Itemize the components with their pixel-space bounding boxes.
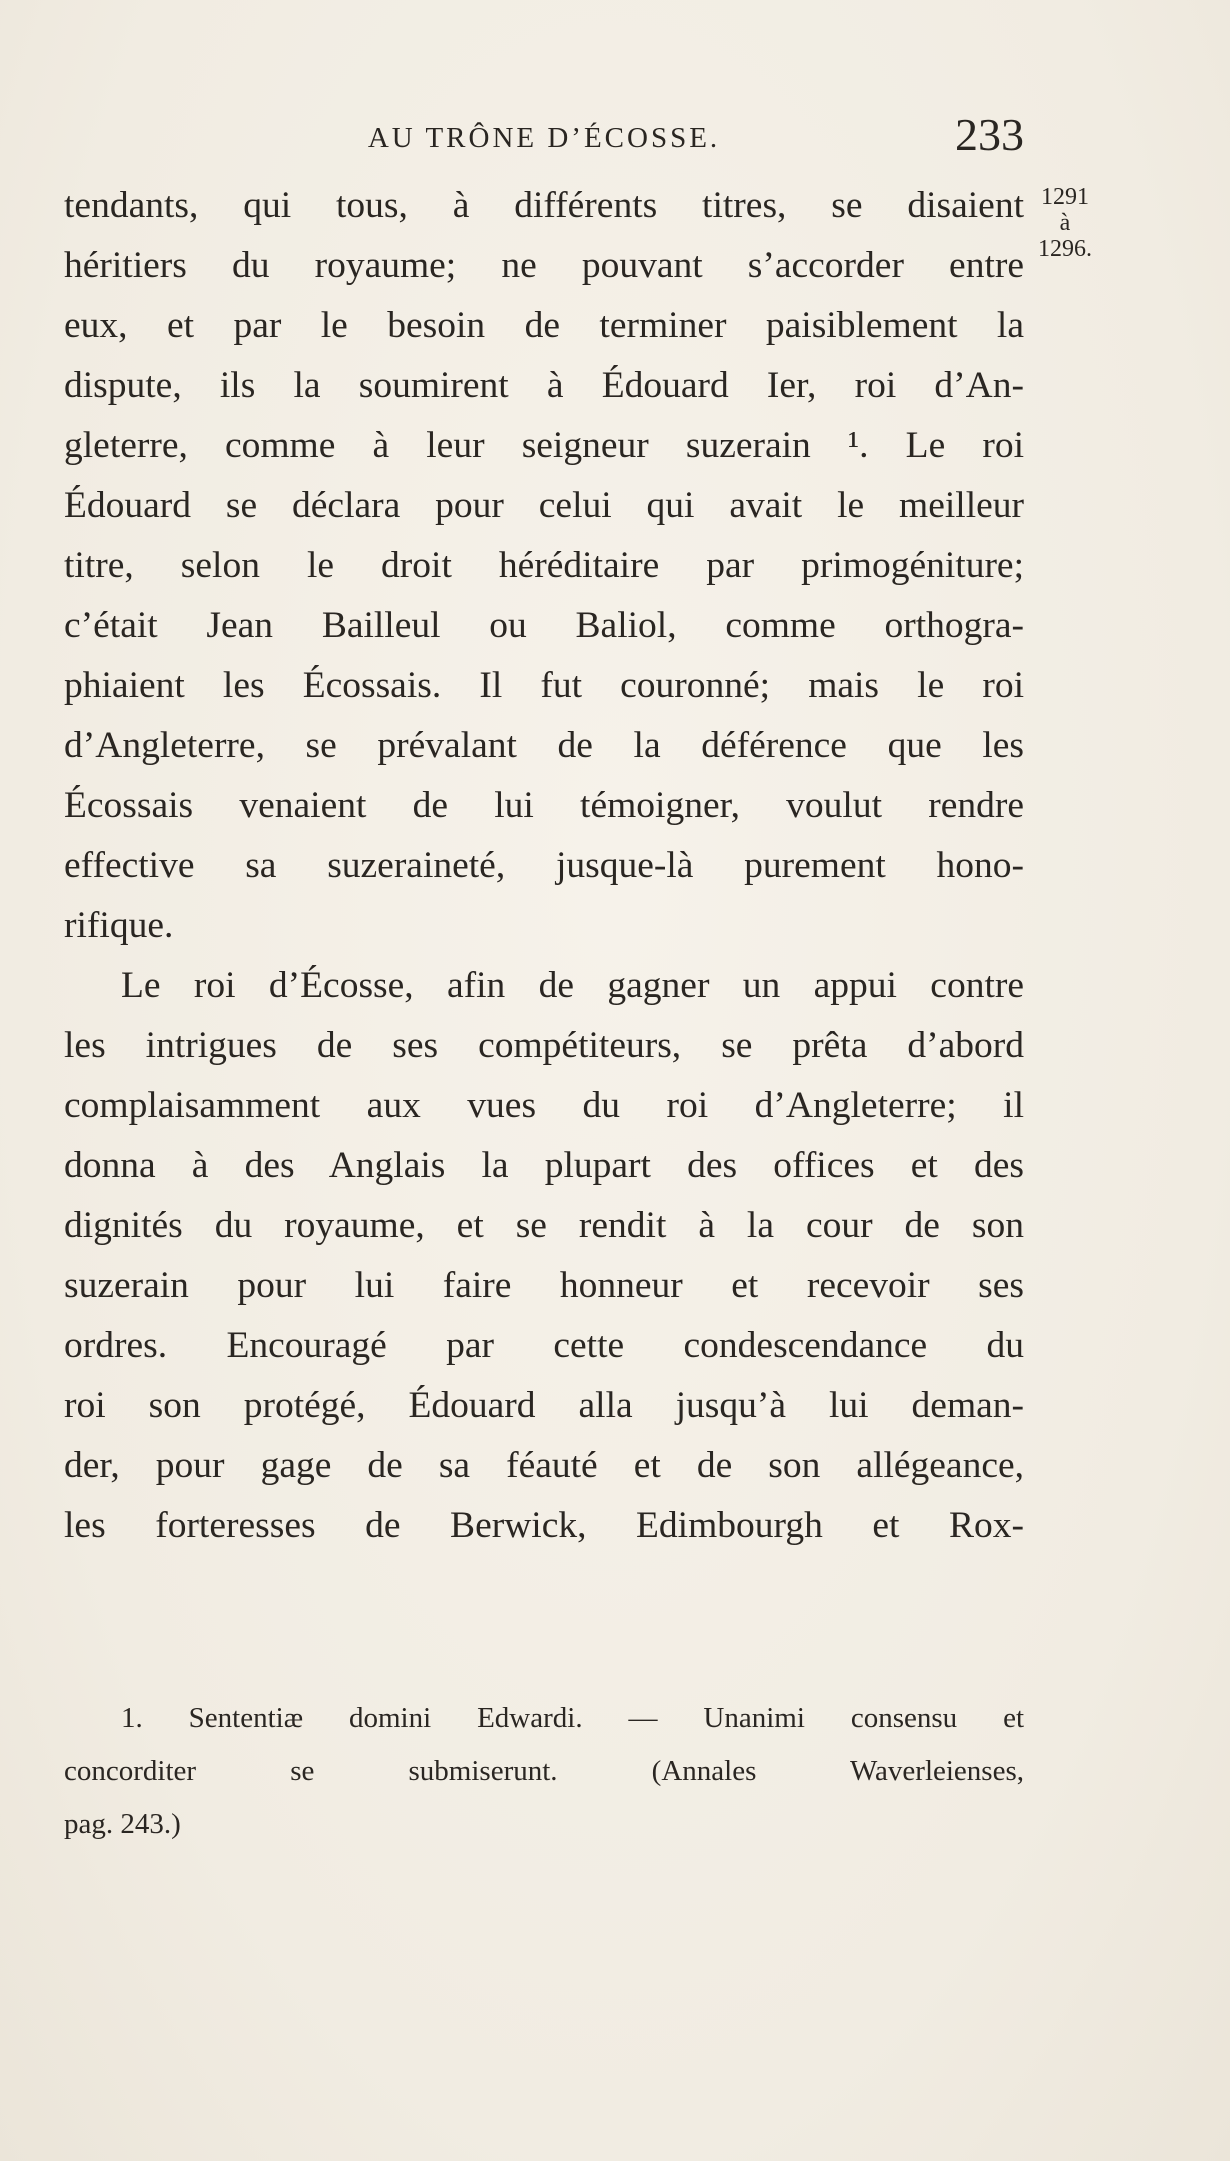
text-line: effective sa suzeraineté, jusque-là purement hono-	[64, 845, 1024, 886]
text-line: c’était Jean Bailleul ou Baliol, comme orthogra-	[64, 605, 1024, 646]
text-line: les forteresses de Berwick, Edimbourgh et Rox-	[64, 1505, 1024, 1546]
margin-date-start: 1291	[1041, 184, 1089, 210]
text-line: phiaient les Écossais. Il fut couronné; mais le roi	[64, 665, 1024, 706]
footnote	[64, 1692, 1024, 1851]
text-line: Écossais venaient de lui témoigner, voulut rendre	[64, 785, 1024, 826]
text-line: complaisamment aux vues du roi d’Angleterre; il	[64, 1085, 1024, 1126]
footnote-line: concorditer se submiserunt. (Annales Waverleienses,	[64, 1755, 1024, 1787]
margin-date-separator: à	[1059, 210, 1071, 236]
body-text	[64, 176, 1024, 1556]
text-line: suzerain pour lui faire honneur et recevoir ses	[64, 1265, 1024, 1306]
text-line: eux, et par le besoin de terminer paisiblement la	[64, 305, 1024, 346]
text-line: dispute, ils la soumirent à Édouard Ier, roi d’An-	[64, 365, 1024, 406]
margin-date-note	[1030, 184, 1100, 262]
text-line: titre, selon le droit héréditaire par primogéniture;	[64, 545, 1024, 586]
text-line: ordres. Encouragé par cette condescendance du	[64, 1325, 1024, 1366]
margin-date-end: 1296.	[1038, 236, 1092, 262]
text-line: Le roi d’Écosse, afin de gagner un appui contre	[121, 965, 1024, 1006]
text-line: tendants, qui tous, à différents titres, se disaient	[64, 185, 1024, 226]
text-line: gleterre, comme à leur seigneur suzerain ¹. Le roi	[64, 425, 1024, 466]
page-number: 233	[955, 109, 1024, 160]
page-header	[64, 108, 1024, 168]
text-line: héritiers du royaume; ne pouvant s’accorder entre	[64, 245, 1024, 286]
text-line: donna à des Anglais la plupart des offices et des	[64, 1145, 1024, 1186]
text-line: dignités du royaume, et se rendit à la cour de son	[64, 1205, 1024, 1246]
text-line: les intrigues de ses compétiteurs, se prêta d’abord	[64, 1025, 1024, 1066]
text-line: d’Angleterre, se prévalant de la déférence que les	[64, 725, 1024, 766]
text-line: der, pour gage de sa féauté et de son allégeance,	[64, 1445, 1024, 1486]
footnote-line: 1. Sententiæ domini Edwardi. — Unanimi consensu et	[121, 1702, 1024, 1734]
running-title: AU TRÔNE D’ÉCOSSE.	[367, 122, 721, 154]
text-line: Édouard se déclara pour celui qui avait le meilleur	[64, 485, 1024, 526]
text-line: roi son protégé, Édouard alla jusqu’à lui deman-	[64, 1385, 1024, 1426]
text-line: rifique.	[64, 905, 174, 946]
footnote-line: pag. 243.)	[64, 1808, 181, 1840]
